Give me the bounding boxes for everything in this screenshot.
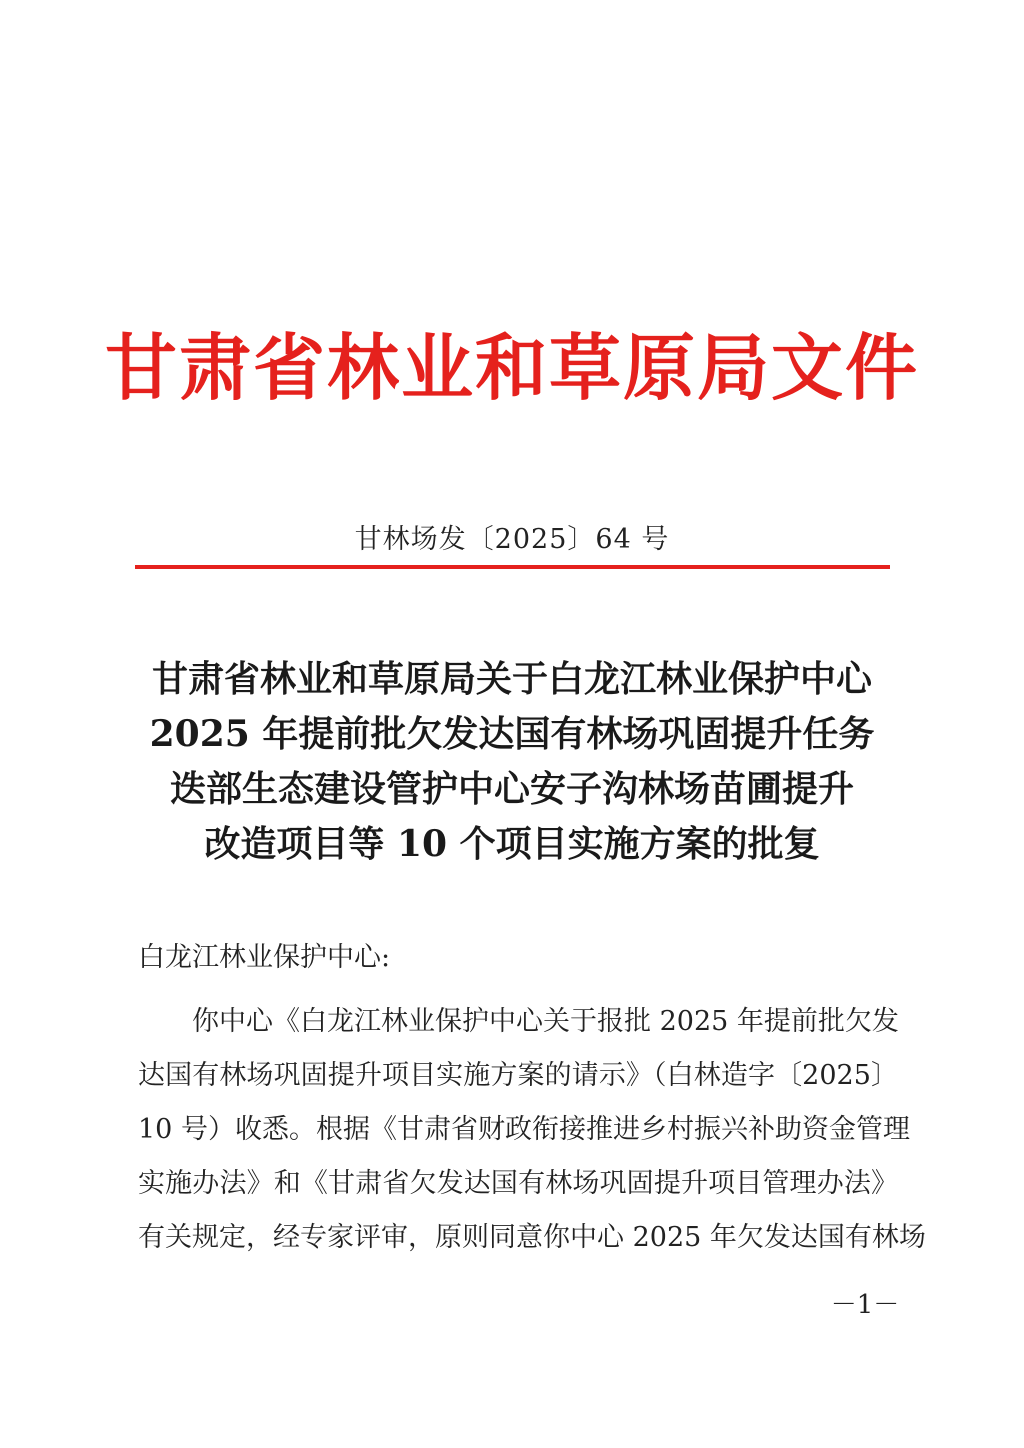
body-line: 达国有林场巩固提升项目实施方案的请示》（白林造字〔2025〕 [138,1060,898,1091]
document-title [100,652,924,872]
body-line: 实施办法》和《甘肃省欠发达国有林场巩固提升项目管理办法》 [138,1168,898,1199]
addressee: 白龙江林业保护中心: [138,942,391,973]
body-line: 10 号）收悉。根据《甘肃省财政衔接推进乡村振兴补助资金管理 [138,1114,910,1145]
title-line: 甘肃省林业和草原局关于白龙江林业保护中心 [151,658,872,700]
body-line: 有关规定，经专家评审，原则同意你中心 2025 年欠发达国有林场 [138,1222,926,1253]
masthead-title: 甘肃省林业和草原局文件 [104,325,919,410]
title-line: 2025 年提前批欠发达国有林场巩固提升任务 [149,713,875,755]
title-line: 改造项目等 10 个项目实施方案的批复 [204,823,820,865]
title-line: 迭部生态建设管护中心安子沟林场苗圃提升 [169,768,854,810]
document-number: 甘林场发〔2025〕64 号 [354,524,670,555]
body-line: 你中心《白龙江林业保护中心关于报批 2025 年提前批欠发 [192,1006,899,1037]
body-paragraph [138,995,926,1265]
page-number: －1－ [830,1290,900,1320]
red-divider-rule [135,565,890,569]
